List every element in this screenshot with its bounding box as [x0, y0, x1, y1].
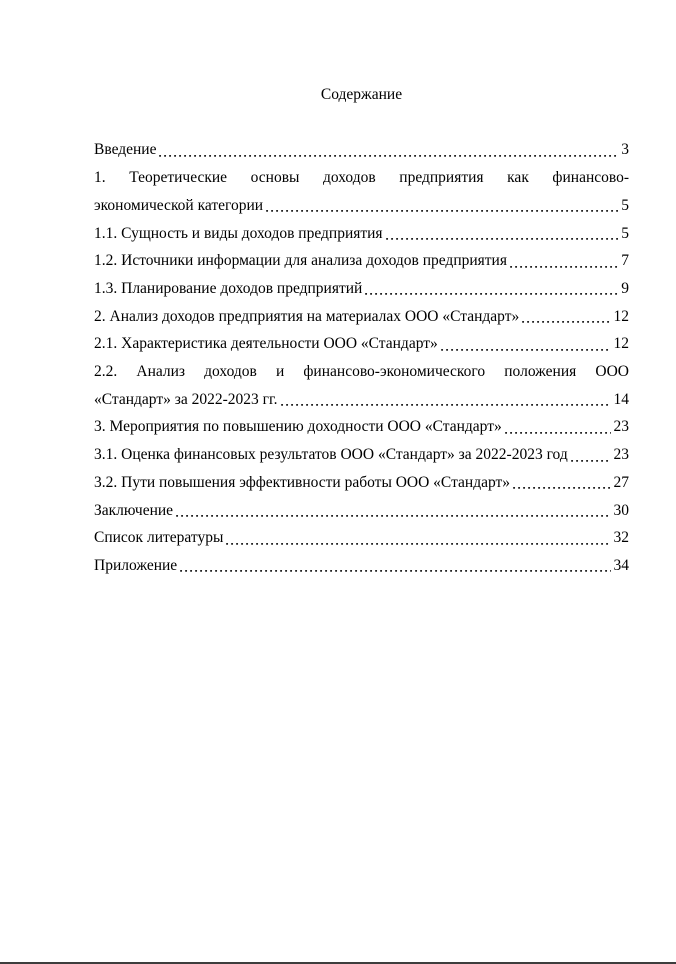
- toc-entry: [94, 164, 629, 219]
- toc-entry: [94, 413, 629, 441]
- toc-page-number: 5: [621, 196, 629, 214]
- toc-entry: [94, 136, 629, 164]
- toc-entry-text: Приложение: [94, 556, 178, 574]
- toc-entry-row: [94, 247, 629, 275]
- dot-leader: [365, 275, 618, 303]
- toc-page-number: 23: [613, 418, 629, 436]
- dot-leader: [513, 469, 610, 497]
- dot-leader: [505, 413, 611, 441]
- toc-page-number: 7: [621, 252, 629, 270]
- toc-page-number: 34: [613, 556, 629, 574]
- toc-page-number: 32: [613, 529, 629, 547]
- toc-entry-text: 2.1. Характеристика деятельности ООО «Стандарт»: [94, 335, 438, 353]
- toc-entry-row: [94, 136, 629, 164]
- toc-page-number: 30: [613, 501, 629, 519]
- toc-entry-row: [94, 413, 629, 441]
- blank-line: [94, 109, 629, 137]
- toc-entry-row: [94, 192, 629, 220]
- toc-page-number: 3: [621, 141, 629, 159]
- toc-entry-row: [94, 524, 629, 552]
- toc-entry-row: [94, 441, 629, 469]
- toc-entry: [94, 358, 629, 413]
- toc-entry: [94, 275, 629, 303]
- toc-entry: [94, 441, 629, 469]
- toc-entry-text: 1.3. Планирование доходов предприятий: [94, 279, 363, 297]
- dot-leader: [159, 136, 618, 164]
- toc-entry-row: [94, 386, 629, 414]
- toc-entry-row: [94, 552, 629, 580]
- toc-entry-text: 3.2. Пути повышения эффективности работы ООО «Стандарт»: [94, 473, 511, 491]
- toc-entry: [94, 330, 629, 358]
- dot-leader: [522, 303, 610, 331]
- toc-entry: [94, 524, 629, 552]
- toc-entry-text: 2.2. Анализ доходов и финансово-экономического положения ООО: [94, 363, 629, 381]
- dot-leader: [571, 441, 611, 469]
- toc-entry-text: Заключение: [94, 501, 174, 519]
- toc-entry: [94, 552, 629, 580]
- toc-entry-text: 1.1. Сущность и виды доходов предприятия: [94, 224, 383, 242]
- toc-entry-text: Введение: [94, 141, 157, 159]
- table-of-contents: [94, 136, 629, 579]
- toc-entry: [94, 303, 629, 331]
- toc-entry-text: Список литературы: [94, 529, 224, 547]
- toc-entry-row: [94, 275, 629, 303]
- toc-content: [94, 81, 629, 580]
- toc-entry-row: [94, 303, 629, 331]
- dot-leader: [386, 220, 619, 248]
- toc-entry: [94, 497, 629, 525]
- toc-entry: [94, 469, 629, 497]
- dot-leader: [180, 552, 610, 580]
- toc-entry-row: [94, 497, 629, 525]
- toc-entry-row: [94, 469, 629, 497]
- page-title: Содержание: [320, 86, 403, 103]
- toc-entry-text: 3. Мероприятия по повышению доходности ООО «Стандарт»: [94, 418, 502, 436]
- dot-leader: [510, 247, 618, 275]
- toc-page-number: 23: [613, 446, 629, 464]
- toc-entry-text: «Стандарт» за 2022-2023 гг.: [94, 390, 278, 408]
- toc-page-number: 12: [613, 335, 629, 353]
- toc-page-number: 5: [621, 224, 629, 242]
- dot-leader: [226, 524, 610, 552]
- toc-entry-row: [94, 220, 629, 248]
- toc-page-number: 12: [613, 307, 629, 325]
- toc-entry-text: 2. Анализ доходов предприятия на материалах ООО «Стандарт»: [94, 307, 520, 325]
- toc-page-number: 9: [621, 279, 629, 297]
- toc-entry: [94, 247, 629, 275]
- toc-entry-row: [94, 330, 629, 358]
- toc-entry: [94, 220, 629, 248]
- toc-entry-text: 1. Теоретические основы доходов предприятия как финансово-: [94, 169, 629, 187]
- toc-page-number: 27: [613, 473, 629, 491]
- toc-entry-text: 3.1. Оценка финансовых результатов ООО «Стандарт» за 2022-2023 год: [94, 446, 568, 464]
- dot-leader: [281, 386, 611, 414]
- toc-entry-text: экономической категории: [94, 196, 264, 214]
- toc-entry-text: 1.2. Источники информации для анализа доходов предприятия: [94, 252, 507, 270]
- dot-leader: [441, 330, 611, 358]
- dot-leader: [176, 497, 610, 525]
- toc-page-number: 14: [613, 390, 629, 408]
- dot-leader: [266, 192, 618, 220]
